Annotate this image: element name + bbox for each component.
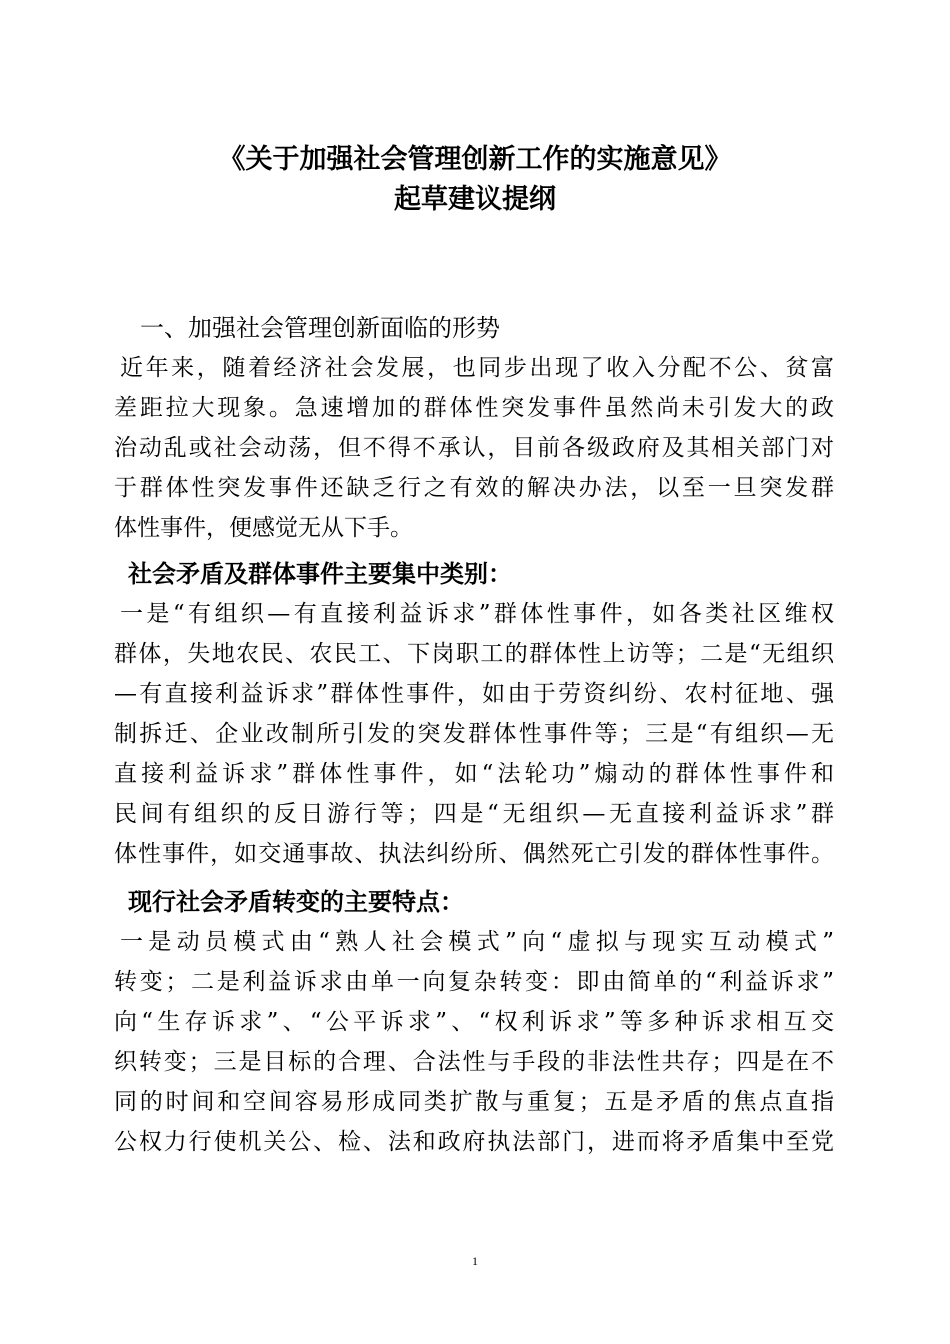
document-title: 《关于加强社会管理创新工作的实施意见》 — [218, 144, 732, 175]
paragraph-line: 于群体性突发事件还缺乏行之有效的解决办法，以至一旦突发群 — [114, 475, 834, 501]
page-number: 1 — [472, 1254, 478, 1268]
paragraph-line: 治动乱或社会动荡，但不得不承认，目前各级政府及其相关部门对 — [114, 435, 834, 461]
paragraph-line: 制拆迁、企业改制所引发的突发群体性事件等；三是“有组织—无 — [114, 721, 834, 747]
paragraph-line: 公权力行使机关公、检、法和政府执法部门，进而将矛盾集中至党 — [114, 1129, 834, 1155]
paragraph-line: 民间有组织的反日游行等；四是“无组织—无直接利益诉求”群 — [114, 801, 834, 827]
paragraph-line: 向“生存诉求”、“公平诉求”、“权利诉求”等多种诉求相互交 — [114, 1009, 834, 1035]
paragraph-line: 一是动员模式由“熟人社会模式”向“虚拟与现实互动模式” — [120, 929, 834, 955]
paragraph-line: —有直接利益诉求”群体性事件，如由于劳资纠纷、农村征地、强 — [114, 681, 834, 707]
paragraph-line: 一是“有组织—有直接利益诉求”群体性事件，如各类社区维权 — [120, 601, 834, 627]
paragraph-line: 织转变；三是目标的合理、合法性与手段的非法性共存；四是在不 — [114, 1049, 834, 1075]
document-subtitle: 起草建议提纲 — [394, 184, 556, 215]
paragraph-line: 同的时间和空间容易形成同类扩散与重复；五是矛盾的焦点直指 — [114, 1089, 834, 1115]
paragraph-line: 转变；二是利益诉求由单一向复杂转变：即由简单的“利益诉求” — [114, 969, 834, 995]
paragraph-line: 差距拉大现象。急速增加的群体性突发事件虽然尚未引发大的政 — [114, 395, 834, 421]
paragraph-line: 直接利益诉求”群体性事件，如“法轮功”煽动的群体性事件和 — [114, 761, 834, 787]
subheading-categories: 社会矛盾及群体事件主要集中类别： — [128, 560, 512, 588]
paragraph-line: 体性事件，如交通事故、执法纠纷所、偶然死亡引发的群体性事件。 — [114, 841, 834, 867]
paragraph-line: 近年来，随着经济社会发展，也同步出现了收入分配不公、贫富 — [120, 355, 834, 381]
paragraph-line: 体性事件，便感觉无从下手。 — [114, 515, 413, 541]
section-heading-1: 一、加强社会管理创新面临的形势 — [140, 314, 500, 342]
subheading-characteristics: 现行社会矛盾转变的主要特点： — [128, 888, 464, 916]
paragraph-line: 群体，失地农民、农民工、下岗职工的群体性上访等；二是“无组织 — [114, 641, 834, 667]
